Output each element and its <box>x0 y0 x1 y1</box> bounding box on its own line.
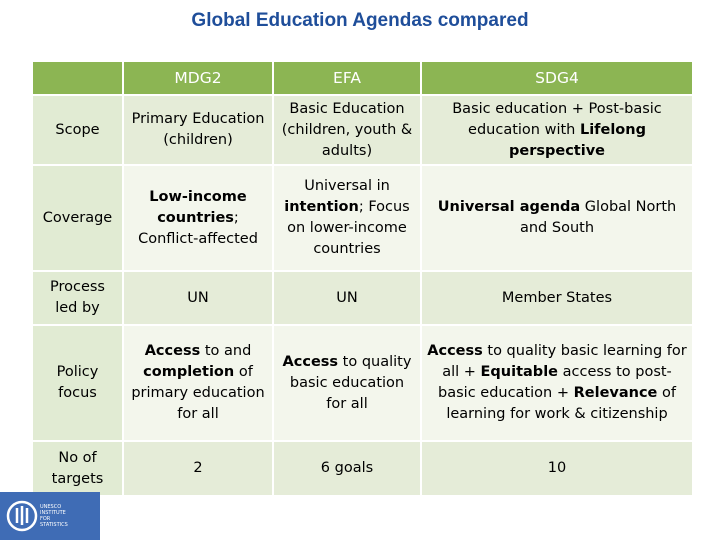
cell-text-segment: Universal agenda <box>437 199 581 215</box>
row-label: Coverage <box>33 165 123 271</box>
cell-text-segment: Access <box>427 343 483 359</box>
cell-sdg4 <box>421 165 693 271</box>
cell-efa <box>273 441 421 495</box>
cell-text-segment: 10 <box>547 460 567 476</box>
cell-text-segment: access to post-basic education + <box>438 364 672 401</box>
comparison-table <box>33 62 694 495</box>
uis-logo <box>0 492 100 540</box>
header-efa: EFA <box>273 62 421 95</box>
row-label: No of targets <box>33 441 123 495</box>
cell-sdg4 <box>421 325 693 441</box>
row-label: Policy focus <box>33 325 123 441</box>
cell-text-segment: Universal in <box>304 178 390 194</box>
cell-sdg4 <box>421 441 693 495</box>
cell-text-segment: Global North and South <box>519 199 677 236</box>
cell-text-segment: ; Focus on lower-income countries <box>287 199 410 257</box>
cell-mdg2 <box>123 165 273 271</box>
cell-text-segment: Access <box>144 343 201 359</box>
cell-mdg2 <box>123 271 273 325</box>
cell-sdg4 <box>421 271 693 325</box>
cell-efa <box>273 165 421 271</box>
cell-text-segment: Primary Education (children) <box>131 111 265 148</box>
cell-text-segment: Access <box>282 353 339 370</box>
cell-text-segment: Lifelong perspective <box>509 121 646 159</box>
table-row <box>33 325 693 441</box>
header-mdg2: MDG2 <box>123 62 273 95</box>
cell-efa <box>273 325 421 441</box>
header-row <box>33 62 693 95</box>
cell-text-segment: 2 <box>193 460 203 476</box>
cell-mdg2 <box>123 325 273 441</box>
cell-text-segment: Member States <box>501 289 613 306</box>
cell-text-segment: 6 goals <box>320 460 374 476</box>
table-row <box>33 441 693 495</box>
table-row <box>33 271 693 325</box>
cell-text-segment: to quality basic learning for all + <box>442 343 687 380</box>
cell-mdg2 <box>123 95 273 165</box>
cell-text-segment: of primary education for all <box>131 364 265 422</box>
cell-text-segment: completion <box>143 364 235 380</box>
header-corner <box>33 62 123 95</box>
page-title: Global Education Agendas compared <box>191 10 529 31</box>
row-label: Process led by <box>33 271 123 325</box>
cell-text-segment: Low-income countries <box>149 188 247 226</box>
cell-efa <box>273 271 421 325</box>
cell-text-segment: UN <box>336 289 358 306</box>
row-label: Scope <box>33 95 123 165</box>
uis-circle-logo-icon <box>4 498 40 534</box>
table-row <box>33 95 693 165</box>
logo-text: UNESCO INSTITUTE FOR STATISTICS <box>40 504 68 528</box>
cell-text-segment: ; Conflict-affected <box>138 209 258 247</box>
cell-text-segment: Equitable <box>480 364 558 380</box>
cell-text-segment: to quality basic education for all <box>289 353 412 412</box>
cell-text-segment: to and <box>200 343 252 359</box>
cell-efa <box>273 95 421 165</box>
cell-text-segment: Basic Education (children, youth & adults) <box>281 100 413 159</box>
cell-text-segment: Basic education + Post-basic education with <box>452 100 662 138</box>
cell-sdg4 <box>421 95 693 165</box>
cell-text-segment: of learning for work & citizenship <box>446 385 676 422</box>
header-sdg4: SDG4 <box>421 62 693 95</box>
cell-text-segment: UN <box>187 289 209 306</box>
cell-text-segment: Relevance <box>573 385 658 401</box>
cell-text-segment: intention <box>284 199 359 215</box>
table-row <box>33 165 693 271</box>
cell-mdg2 <box>123 441 273 495</box>
